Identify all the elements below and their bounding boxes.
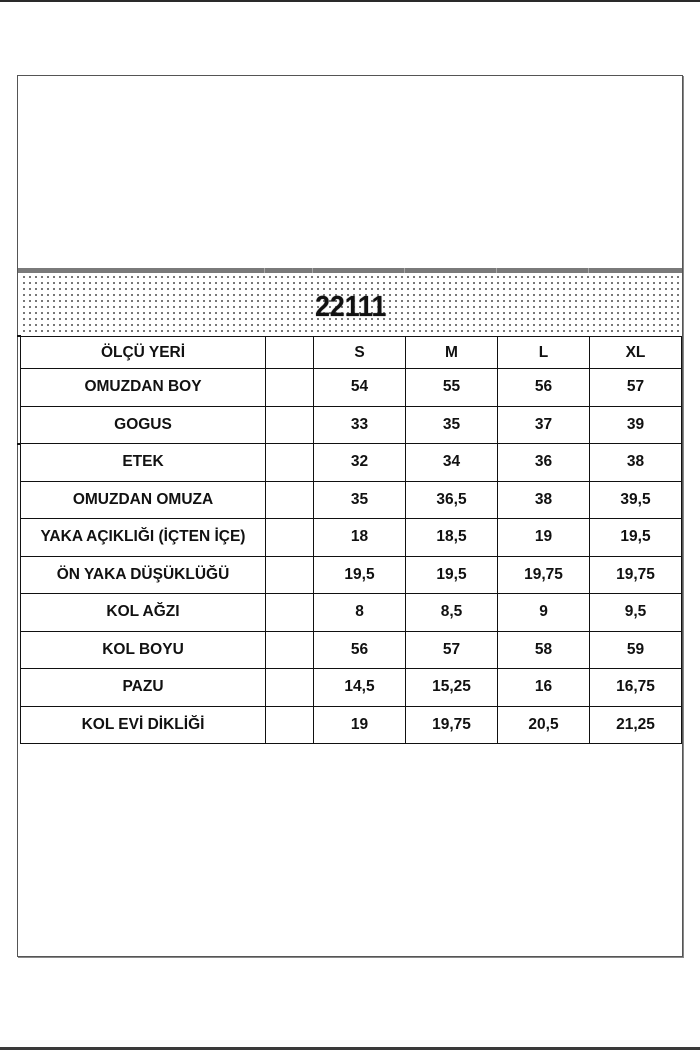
- value-s: 54: [314, 369, 406, 407]
- header-size-l: L: [498, 337, 590, 369]
- table-row: [21, 406, 682, 444]
- value-s: 8: [314, 594, 406, 632]
- size-chart-table: [20, 336, 682, 744]
- value-l: 19: [498, 519, 590, 557]
- blank-cell: [266, 444, 314, 482]
- header-measurement-point: ÖLÇÜ YERİ: [21, 337, 266, 369]
- table-row: [21, 481, 682, 519]
- blank-cell: [266, 406, 314, 444]
- value-m: 36,5: [406, 481, 498, 519]
- value-l: 16: [498, 669, 590, 707]
- blank-cell: [266, 631, 314, 669]
- row-label: GOGUS: [21, 406, 266, 444]
- table-row: [21, 519, 682, 557]
- top-rule: [0, 0, 700, 2]
- blank-cell: [266, 519, 314, 557]
- row-label: KOL AĞZI: [21, 594, 266, 632]
- value-xl: 21,25: [590, 706, 682, 744]
- value-xl: 57: [590, 369, 682, 407]
- blank-cell: [266, 669, 314, 707]
- table-row: [21, 594, 682, 632]
- value-m: 18,5: [406, 519, 498, 557]
- blank-cell: [266, 706, 314, 744]
- table-row: [21, 669, 682, 707]
- value-s: 18: [314, 519, 406, 557]
- row-label: YAKA AÇIKLIĞI (İÇTEN İÇE): [21, 519, 266, 557]
- value-l: 19,75: [498, 556, 590, 594]
- value-l: 20,5: [498, 706, 590, 744]
- header-size-s: S: [314, 337, 406, 369]
- value-xl: 19,75: [590, 556, 682, 594]
- value-xl: 9,5: [590, 594, 682, 632]
- row-label: OMUZDAN BOY: [21, 369, 266, 407]
- value-xl: 16,75: [590, 669, 682, 707]
- value-m: 34: [406, 444, 498, 482]
- row-label: ETEK: [21, 444, 266, 482]
- table-row: [21, 706, 682, 744]
- table-row: [21, 556, 682, 594]
- value-s: 33: [314, 406, 406, 444]
- value-m: 19,5: [406, 556, 498, 594]
- table-header-row: [21, 337, 682, 369]
- blank-cell: [266, 594, 314, 632]
- blank-cell: [266, 556, 314, 594]
- value-l: 38: [498, 481, 590, 519]
- header-size-xl: XL: [590, 337, 682, 369]
- value-m: 15,25: [406, 669, 498, 707]
- row-label: PAZU: [21, 669, 266, 707]
- value-l: 56: [498, 369, 590, 407]
- value-m: 57: [406, 631, 498, 669]
- value-l: 37: [498, 406, 590, 444]
- row-label: ÖN YAKA DÜŞÜKLÜĞÜ: [21, 556, 266, 594]
- value-xl: 39: [590, 406, 682, 444]
- value-xl: 59: [590, 631, 682, 669]
- table-row: [21, 444, 682, 482]
- value-s: 19,5: [314, 556, 406, 594]
- row-label: KOL EVİ DİKLİĞİ: [21, 706, 266, 744]
- blank-cell: [266, 481, 314, 519]
- value-s: 35: [314, 481, 406, 519]
- value-m: 55: [406, 369, 498, 407]
- table-row: [21, 631, 682, 669]
- value-m: 19,75: [406, 706, 498, 744]
- value-l: 36: [498, 444, 590, 482]
- value-s: 19: [314, 706, 406, 744]
- header-size-m: M: [406, 337, 498, 369]
- value-s: 32: [314, 444, 406, 482]
- value-m: 8,5: [406, 594, 498, 632]
- table-row: [21, 369, 682, 407]
- value-s: 14,5: [314, 669, 406, 707]
- model-code-banner: [20, 273, 682, 336]
- row-label: KOL BOYU: [21, 631, 266, 669]
- value-l: 9: [498, 594, 590, 632]
- blank-cell: [266, 369, 314, 407]
- row-label: OMUZDAN OMUZA: [21, 481, 266, 519]
- value-l: 58: [498, 631, 590, 669]
- header-blank-cell: [266, 337, 314, 369]
- value-xl: 39,5: [590, 481, 682, 519]
- value-s: 56: [314, 631, 406, 669]
- model-code: 22111: [315, 291, 387, 323]
- value-m: 35: [406, 406, 498, 444]
- value-xl: 38: [590, 444, 682, 482]
- value-xl: 19,5: [590, 519, 682, 557]
